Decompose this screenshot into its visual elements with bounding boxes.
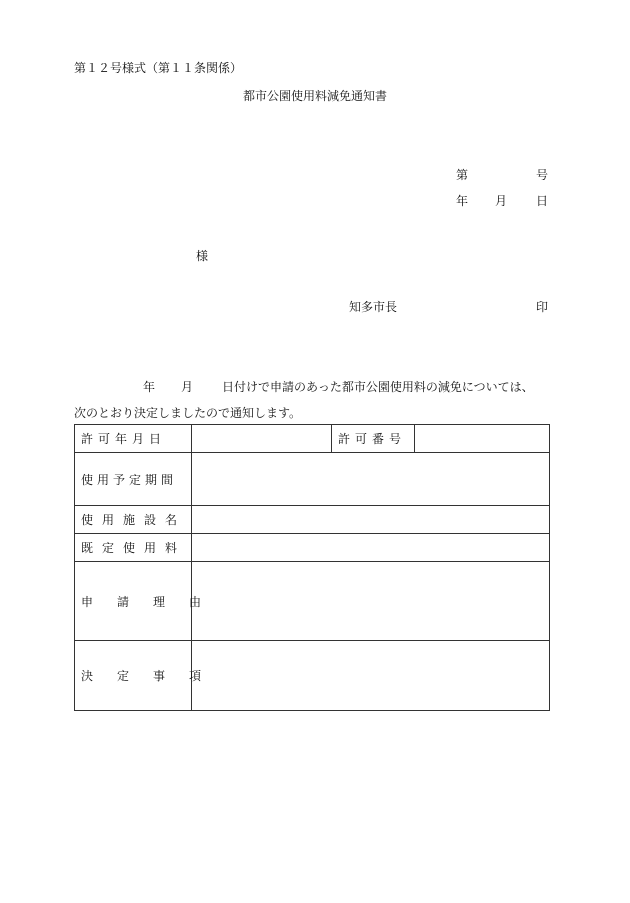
permit-date-field[interactable] (192, 425, 332, 453)
decision-label-cell (75, 641, 226, 711)
date-day-label: 日 (536, 194, 549, 208)
decision-label: 決定事項 (81, 669, 226, 683)
number-prefix: 第 (456, 168, 469, 182)
body-text-line1: 日付けで申請のあった都市公園使用料の減免については、 (222, 380, 534, 394)
facility-field[interactable] (192, 506, 550, 534)
period-label-cell (75, 453, 192, 506)
reason-label: 申請理由 (81, 594, 226, 609)
permit-number-label-cell (332, 425, 415, 453)
decision-field[interactable] (192, 641, 550, 711)
permit-number-label: 許可番号 (338, 432, 407, 446)
body-text-line2: 次のとおり決定しましたので通知します。 (74, 406, 302, 420)
body-month-label: 月 (181, 380, 194, 394)
reason-field[interactable] (192, 562, 550, 641)
permit-number-field[interactable] (415, 425, 550, 453)
addressee-honorific: 様 (196, 249, 209, 263)
fee-label: 既定使用料 (81, 541, 187, 555)
notice-form-table (74, 424, 550, 711)
reason-label-cell (75, 562, 226, 641)
form-number-label: 第１２号様式（第１１条関係） (74, 61, 243, 75)
table-row (75, 425, 550, 453)
date-month-label: 月 (495, 194, 508, 208)
period-field[interactable] (192, 453, 550, 506)
facility-label-cell (75, 506, 192, 534)
permit-date-label: 許可年月日 (81, 432, 167, 446)
facility-label: 使用施設名 (81, 513, 187, 527)
table-row (75, 506, 550, 534)
fee-field[interactable] (192, 534, 550, 562)
body-year-label: 年 (143, 380, 156, 394)
sender-name: 知多市長 (349, 300, 398, 314)
period-label: 使用予定期間 (81, 472, 178, 487)
table-row (75, 562, 550, 641)
table-row (75, 534, 550, 562)
seal-mark: 印 (536, 300, 549, 314)
fee-label-cell (75, 534, 192, 562)
document-title: 都市公園使用料減免通知書 (242, 89, 387, 103)
date-year-label: 年 (456, 194, 469, 208)
number-suffix: 号 (536, 168, 549, 182)
table-row (75, 641, 550, 711)
table-row (75, 453, 550, 506)
permit-date-label-cell (75, 425, 192, 453)
